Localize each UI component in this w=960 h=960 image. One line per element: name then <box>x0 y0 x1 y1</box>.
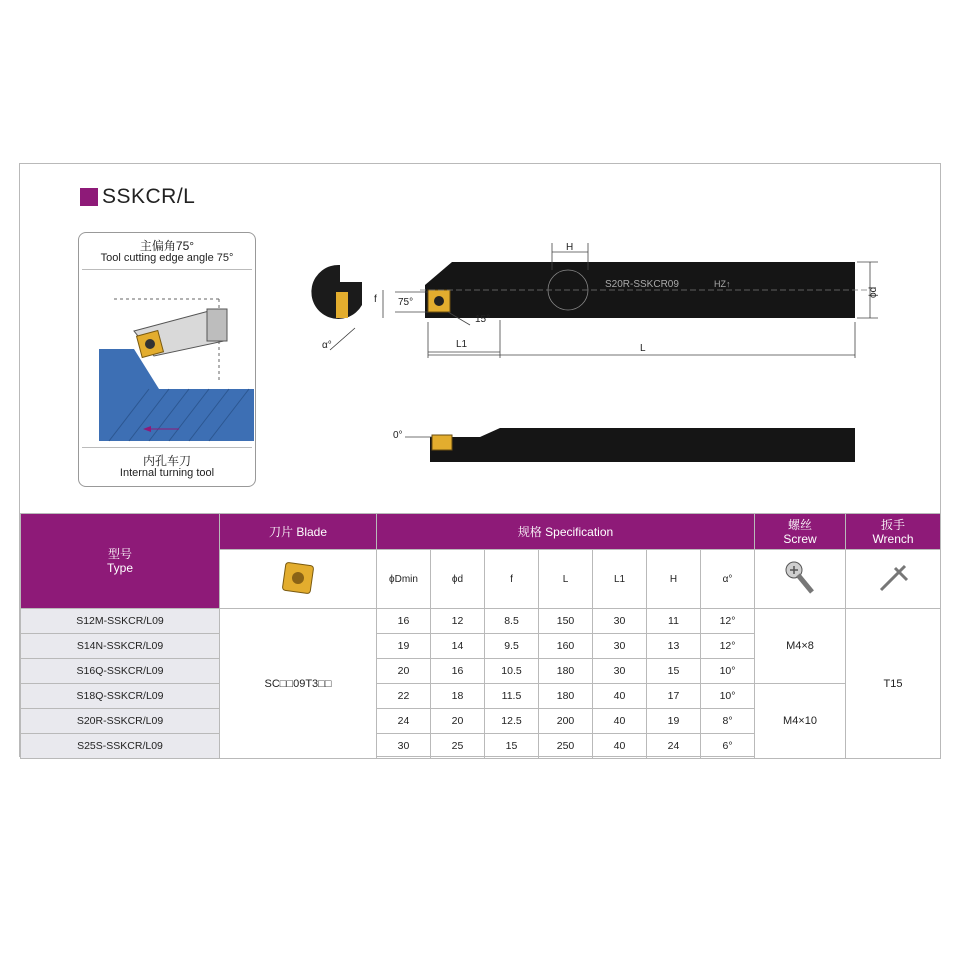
cell-d: 12 <box>431 609 485 634</box>
wrench-header-en: Wrench <box>872 531 914 546</box>
dim-h-label: H <box>566 242 574 253</box>
table-row-type: S25S-SSKCR/L09 <box>21 734 220 759</box>
type-header-cn: 型号 <box>107 547 132 561</box>
blade-value: SC□□09T3□□ <box>220 609 377 759</box>
cell-l: 180 <box>539 684 593 709</box>
cell-l: 150 <box>539 609 593 634</box>
cell-d: 20 <box>431 709 485 734</box>
table-row-type: S14N-SSKCR/L09 <box>21 634 220 659</box>
cell-l: 200 <box>539 709 593 734</box>
wrench-icon <box>873 558 913 598</box>
blade-header-label: 刀片 Blade <box>268 524 328 539</box>
blade-header <box>220 514 377 550</box>
blade-image-cell <box>220 550 377 609</box>
cell-f: 12.5 <box>485 709 539 734</box>
cell-h: 13 <box>647 634 701 659</box>
cell-l: 250 <box>539 734 593 759</box>
inset-top-en-label: Tool cutting edge angle 75° <box>100 252 234 264</box>
wrench-header <box>846 514 941 550</box>
cell-alpha: 12° <box>701 609 755 634</box>
cell-dmin: 20 <box>377 659 431 684</box>
col-header-f: f <box>485 550 539 609</box>
screw-header <box>755 514 846 550</box>
cell-h: 17 <box>647 684 701 709</box>
tool-side-view <box>405 428 855 462</box>
col-header-d: ϕd <box>431 550 485 609</box>
cell-alpha: 8° <box>701 709 755 734</box>
cell-d: 18 <box>431 684 485 709</box>
product-title-text: SSKCR/L <box>102 185 196 208</box>
inset-top-cn-label: 主偏角75° <box>139 239 195 253</box>
shank-marking: S20R-SSKCR09 <box>605 279 679 290</box>
cell-d: 16 <box>431 659 485 684</box>
wrench-header-cn: 扳手 <box>881 517 906 532</box>
cell-l1: 30 <box>593 634 647 659</box>
table-row-type: S12M-SSKCR/L09 <box>21 609 220 634</box>
inset-bottom-cn-label: 内孔车刀 <box>142 454 191 468</box>
col-header-dmin: ϕDmin <box>377 550 431 609</box>
wrench-value: T15 <box>846 609 941 759</box>
angle-15-label: 15° <box>475 314 491 325</box>
angle-0-label: 0° <box>393 430 403 441</box>
cell-l: 160 <box>539 634 593 659</box>
cell-alpha: 6° <box>701 734 755 759</box>
cell-alpha: 10° <box>701 659 755 684</box>
cell-dmin: 19 <box>377 634 431 659</box>
cell-f: 8.5 <box>485 609 539 634</box>
type-header <box>21 514 220 609</box>
dim-f-label: f <box>374 294 377 305</box>
spec-header-label: 规格 Specification <box>517 524 614 539</box>
cell-l: 180 <box>539 659 593 684</box>
cell-dmin: 24 <box>377 709 431 734</box>
cell-l1: 40 <box>593 684 647 709</box>
tool-end-view <box>311 265 362 350</box>
specification-table <box>20 513 941 759</box>
dim-d-label: ϕd <box>868 286 879 298</box>
cell-d: 25 <box>431 734 485 759</box>
wrench-image-cell <box>846 550 941 609</box>
cell-l1: 40 <box>593 734 647 759</box>
cell-f: 11.5 <box>485 684 539 709</box>
spec-header <box>377 514 755 550</box>
angle-75-label: 75° <box>398 297 414 308</box>
cell-dmin: 30 <box>377 734 431 759</box>
table-row-type: S20R-SSKCR/L09 <box>21 709 220 734</box>
cell-l1: 40 <box>593 709 647 734</box>
cell-d: 14 <box>431 634 485 659</box>
screw-header-cn: 螺丝 <box>788 517 813 532</box>
screw-icon <box>782 558 818 598</box>
cell-dmin: 16 <box>377 609 431 634</box>
insert-blade-icon <box>278 558 318 598</box>
cell-dmin: 22 <box>377 684 431 709</box>
screw-value: M4×8 <box>755 609 846 684</box>
table-row-type: S18Q-SSKCR/L09 <box>21 684 220 709</box>
cell-f: 9.5 <box>485 634 539 659</box>
col-header-l: L <box>539 550 593 609</box>
cell-alpha: 12° <box>701 634 755 659</box>
end-view-angle-label: α° <box>322 340 332 351</box>
cell-h: 19 <box>647 709 701 734</box>
type-header-en: Type <box>106 561 133 575</box>
table-row-type: S16Q-SSKCR/L09 <box>21 659 220 684</box>
cell-f: 10.5 <box>485 659 539 684</box>
cell-f: 15 <box>485 734 539 759</box>
cell-l1: 30 <box>593 659 647 684</box>
dim-l1-label: L1 <box>456 339 468 350</box>
col-header-h: H <box>647 550 701 609</box>
cell-alpha: 10° <box>701 684 755 709</box>
col-header-l1: L1 <box>593 550 647 609</box>
inset-bottom-en-label: Internal turning tool <box>119 467 215 479</box>
cell-l1: 30 <box>593 609 647 634</box>
screw-image-cell <box>755 550 846 609</box>
cell-h: 11 <box>647 609 701 634</box>
dim-l-label: L <box>640 343 646 354</box>
screw-value: M4×10 <box>755 684 846 759</box>
cell-h: 15 <box>647 659 701 684</box>
tool-top-view <box>420 262 870 318</box>
cell-h: 24 <box>647 734 701 759</box>
screw-header-en: Screw <box>783 531 817 546</box>
col-header-alpha: α° <box>701 550 755 609</box>
shank-hz-marking: HZ↑ <box>714 279 731 289</box>
